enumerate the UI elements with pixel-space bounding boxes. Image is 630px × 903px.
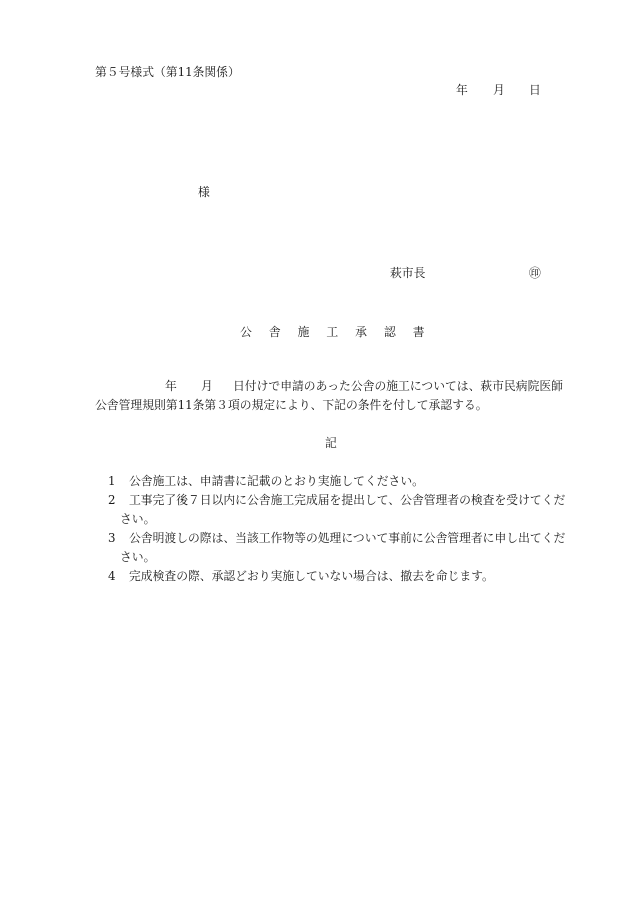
ki-heading: 記 [325, 436, 337, 450]
body-line2-text: 公舎管理規則第11条第３項の規定により、下記の条件を付して承認する。 [95, 398, 488, 412]
condition-number: 4 [108, 569, 116, 583]
condition-text-continuation: さい。 [120, 550, 156, 564]
form-number: 第５号様式（第11条関係） [95, 65, 240, 79]
condition-number: 3 [108, 531, 116, 545]
addressee-suffix: 様 [198, 185, 210, 199]
body-month-label: 月 [201, 379, 213, 393]
condition-number: 2 [108, 493, 116, 507]
condition-text: 完成検査の際、承認どおり実施していない場合は、撤去を命じます。 [129, 569, 494, 583]
condition-text: 工事完了後７日以内に公舎施工完成届を提出して、公舎管理者の検査を受けてくだ [129, 493, 566, 507]
date-day-label: 日 [529, 83, 541, 97]
condition-number: 1 [108, 474, 116, 488]
document-title: 公 舎 施 工 承 認 書 [240, 325, 428, 339]
date-month-label: 月 [493, 83, 505, 97]
body-line1-text: 日付けで申請のあった公舎の施工については、萩市民病院医師 [233, 379, 563, 393]
condition-text-continuation: さい。 [120, 512, 156, 526]
body-year-label: 年 [165, 379, 177, 393]
condition-text: 公舎明渡しの際は、当該工作物等の処理について事前に公舎管理者に申し出てくだ [129, 531, 566, 545]
condition-text: 公舎施工は、申請書に記載のとおり実施してください。 [129, 474, 424, 488]
issuer-name: 萩市長 [390, 266, 426, 280]
date-year-label: 年 [456, 83, 468, 97]
seal-mark: ㊞ [529, 266, 541, 280]
